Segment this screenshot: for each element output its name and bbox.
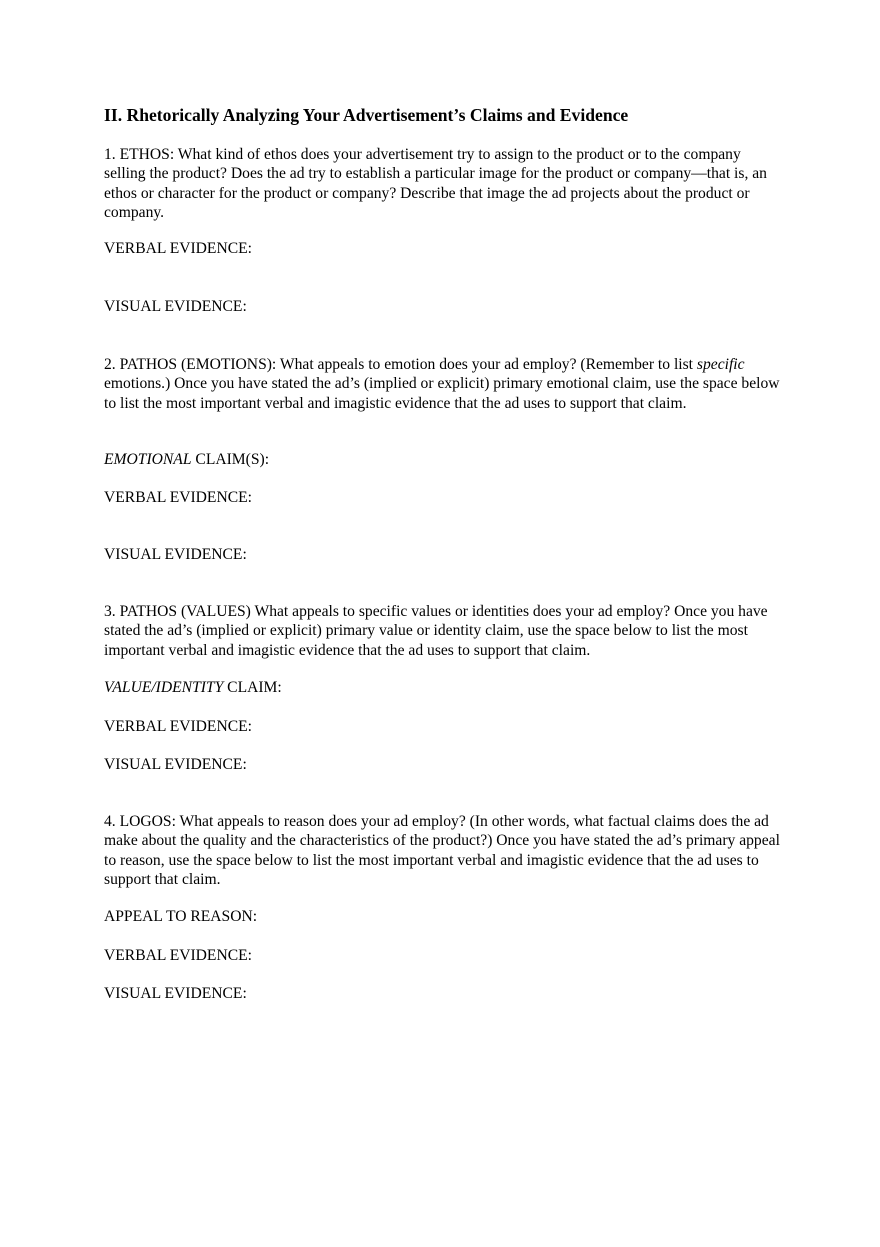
pathos-values-question: 3. PATHOS (VALUES) What appeals to specific values or identities does your ad employ? Once you have stated the ad’s (implied or explicit) primary value or identity claim, use the space below to list the most important verbal and imagistic evidence that the ad uses to support that claim. (104, 603, 768, 659)
ethos-verbal-evidence-label: VERBAL EVIDENCE: (104, 240, 252, 257)
pathos-values-visual-evidence-label: VISUAL EVIDENCE: (104, 756, 247, 773)
value-identity-claim-label-italic: VALUE/IDENTITY (104, 679, 224, 696)
value-identity-claim-label (104, 678, 282, 697)
emotional-claim-label-rest: CLAIM(S): (191, 451, 270, 468)
pathos-values-verbal-evidence-label: VERBAL EVIDENCE: (104, 718, 252, 735)
section-title: II. Rhetorically Analyzing Your Advertisement’s Claims and Evidence (104, 105, 629, 125)
logos-visual-evidence-label: VISUAL EVIDENCE: (104, 985, 247, 1002)
logos-verbal-evidence-label: VERBAL EVIDENCE: (104, 947, 252, 964)
pathos-emotions-visual-evidence-label: VISUAL EVIDENCE: (104, 546, 247, 563)
ethos-visual-evidence-label: VISUAL EVIDENCE: (104, 298, 247, 315)
pathos-emotions-question-italic: specific (696, 356, 745, 373)
appeal-to-reason-label: APPEAL TO REASON: (104, 908, 258, 925)
pathos-emotions-verbal-evidence-label: VERBAL EVIDENCE: (104, 489, 252, 506)
emotional-claim-label (104, 450, 269, 469)
value-identity-claim-label-rest: CLAIM: (223, 679, 282, 696)
pathos-emotions-question-start: 2. PATHOS (EMOTIONS): What appeals to emotion does your ad employ? (Remember to list (104, 356, 697, 373)
ethos-question: 1. ETHOS: What kind of ethos does your advertisement try to assign to the product or to the company selling the product? Does the ad try to establish a particular image for the product or company—that is, an ethos or character for the product or company? Describe that image the ad projects about the product or company. (104, 146, 767, 222)
emotional-claim-label-italic: EMOTIONAL (104, 451, 192, 468)
pathos-emotions-question-end: emotions.) Once you have stated the ad’s (implied or explicit) primary emotional claim, use the space below to list the most important verbal and imagistic evidence that the ad uses to support that claim. (104, 375, 780, 412)
pathos-emotions-question (104, 355, 784, 413)
logos-question: 4. LOGOS: What appeals to reason does your ad employ? (In other words, what factual claims does the ad make about the quality and the characteristics of the product?) Once you have stated the ad’s primary appeal to reason, use the space below to list the most important verbal and imagistic evidence that the ad uses to support that claim. (104, 813, 780, 889)
